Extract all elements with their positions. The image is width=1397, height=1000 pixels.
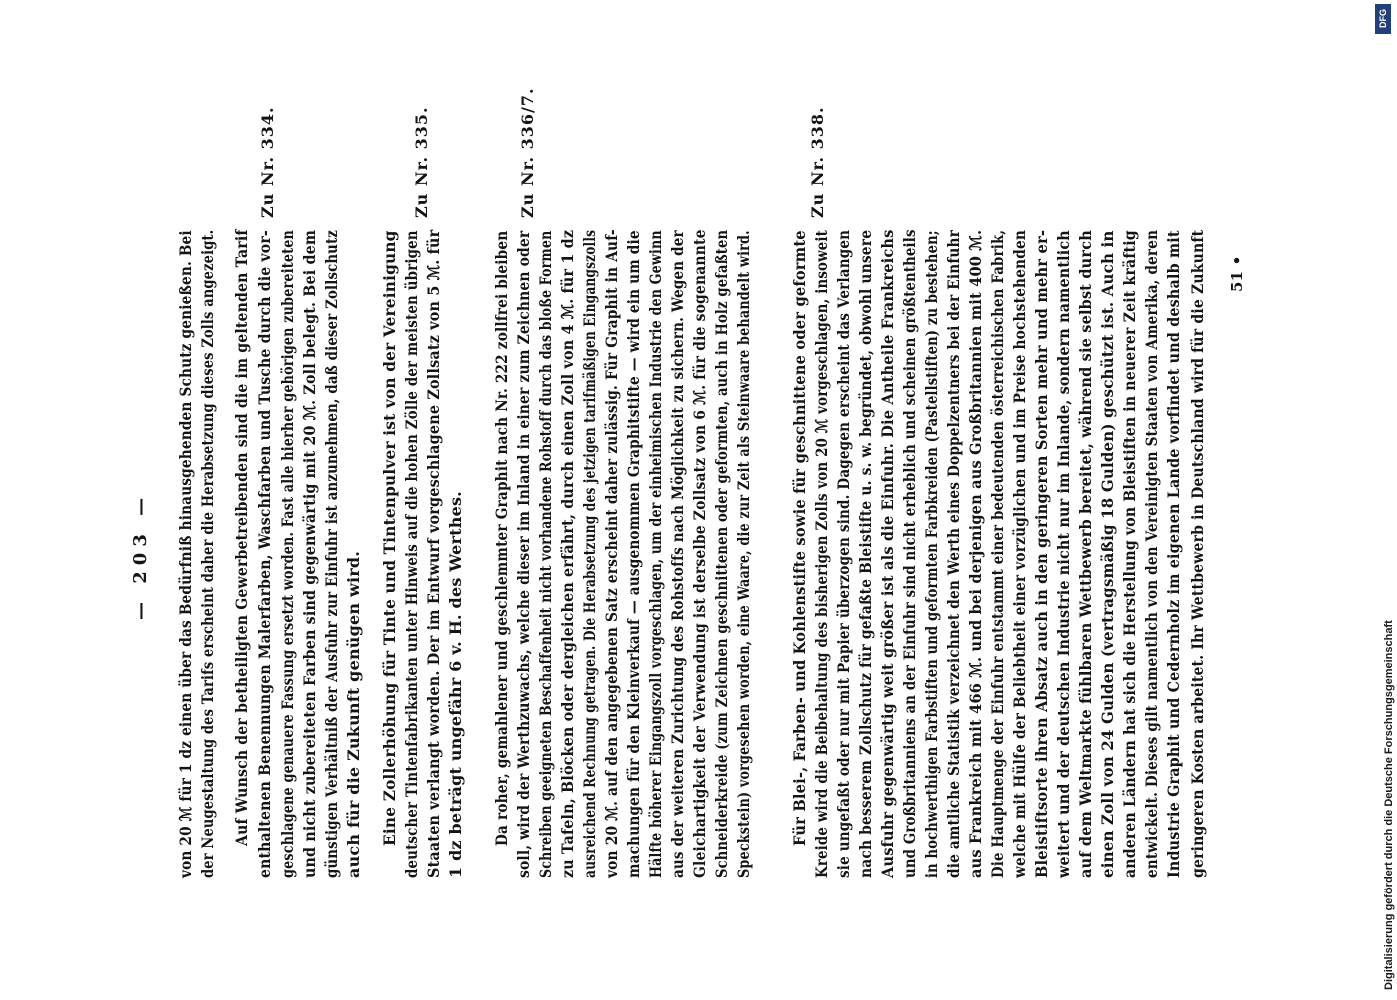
text-line: Schreiben geeigneten Beschaffenheit nicht vorhandene Rohstoff durch das bloße Formen bbox=[536, 230, 555, 878]
text-line: Eine Zollerhöhung für Tinte und Tintenpulver ist von der Vereinigung bbox=[380, 230, 399, 846]
text-line: Staaten verlangt worden. Der im Entwurf vorgeschlagene Zollsatz von 5 ℳ. für bbox=[424, 229, 443, 878]
text-line: Auf Wunsch der betheiligten Gewerbetreibenden sind die im geltenden Tarif bbox=[232, 229, 251, 847]
text-line: von 20 ℳ für 1 dz einen über das Bedürfniß hinausgehenden Schutz genießen. Bei bbox=[176, 230, 195, 878]
text-line: Industrie Graphit und Cedernholz im eigenen Lande vorfindet und deshalb mit bbox=[1164, 230, 1183, 879]
text-line: einen Zoll von 24 Gulden (vertragsmäßig 18 Gulden) geschützt ist. Auch in bbox=[1098, 230, 1117, 878]
text-line: Ausfuhr gegenwärtig weit größer ist als die Einfuhr. Die Antheile Frankreichs bbox=[878, 229, 897, 878]
text-line: auf dem Weltmarkte fühlbaren Wettbewerb bereitet, während sie selbst durch bbox=[1076, 230, 1095, 878]
text-line: von 20 ℳ. auf den angegebenen Satz erscheint daher zulässig. Für Graphit in Auf- bbox=[602, 229, 621, 879]
text-line: Bleistiftsorte ihren Absatz auch in den geringeren Sorten mehr und mehr er- bbox=[1032, 229, 1051, 879]
margin-note-336-7: Zu Nr. 336/7. bbox=[518, 87, 537, 218]
page-header: — 203 — bbox=[130, 491, 151, 620]
signature-mark: 51 • bbox=[1228, 255, 1246, 292]
dfg-logo: DFG bbox=[1375, 4, 1391, 34]
text-line: und Großbritanniens an der Einfuhr sind nicht erheblich und scheinen größtentheils bbox=[900, 229, 919, 878]
text-line: entwickelt. Dieses gilt namentlich von den Vereinigten Staaten von Amerika, deren bbox=[1142, 229, 1161, 879]
text-line: Gleichartigkeit der Verwendung ist derselbe Zollsatz von 6 ℳ. für die sogenannte bbox=[690, 229, 709, 878]
text-line: weitert und der deutschen Industrie nicht nur im Inlande, sondern namentlich bbox=[1054, 230, 1073, 878]
text-line: geringeren Kosten arbeitet. Ihr Wettbewerb in Deutschland wird für die Zukunft bbox=[1188, 229, 1207, 879]
text-line: aus der weiteren Zurichtung des Rohstoffs nach Möglichkeit zu sichern. Wegen der bbox=[668, 230, 687, 879]
text-line: Speckstein) vorgesehen worden, eine Waare, die zur Zeit als Steinwaare behandelt wird. bbox=[734, 230, 753, 878]
text-line: günstigen Verhältniß der Ausfuhr zur Einfuhr ist anzunehmen, daß dieser Zollschutz bbox=[322, 230, 341, 879]
text-line: anderen Ländern hat sich die Herstellung von Bleistiften in neuerer Zeit kräftig bbox=[1120, 230, 1139, 878]
margin-note-334: Zu Nr. 334. bbox=[258, 106, 277, 218]
text-line: geschlagene genauere Fassung ersetzt worden. Fast alle hierher gehörigen zubereiteten bbox=[278, 230, 297, 878]
text-line: auch für die Zukunft genügen wird. bbox=[344, 550, 363, 878]
text-line: Kreide wird die Beibehaltung des bisherigen Zolls von 20 ℳ vorgeschlagen, insoweit bbox=[812, 229, 831, 879]
text-line: 1 dz beträgt ungefähr 6 v. H. des Werthes. bbox=[446, 491, 465, 878]
text-line: in hochwerthigen Farbstiften und geformten Farbkreiden (Pastellstiften) zu bestehen; bbox=[922, 230, 941, 879]
text-line: deutscher Tintenfabrikanten unter Hinweis auf die hohen Zölle der meisten übrigen bbox=[402, 230, 421, 879]
text-line: Schneiderkreide (zum Zeichnen geschnittenen oder geformten, auch in Holz gefaßten bbox=[712, 229, 731, 878]
text-line: zu Tafeln, Blöcken oder dergleichen erfährt, durch einen Zoll von 4 ℳ. für 1 dz bbox=[558, 229, 577, 879]
text-line: Da roher, gemahlener und geschlemmter Graphit nach Nr. 222 zollfrei bleiben bbox=[492, 230, 511, 847]
text-line: ausreichend Rechnung getragen. Die Herabsetzung des jetzigen tarifmäßigen Eingangszolls bbox=[580, 229, 599, 879]
digitization-note: Digitalisierung gefördert durch die Deutsche Forschungsgemeinschaft bbox=[1383, 620, 1395, 990]
text-line: und nicht zubereiteten Farben sind gegenwärtig mit 20 ℳ. Zoll belegt. Bei dem bbox=[300, 229, 319, 879]
text-line: die amtliche Statistik verzeichnet den Werth eines Doppelzentners bei der Einfuhr bbox=[944, 230, 963, 878]
text-line: der Neugestaltung des Tarifs erscheint daher die Herabsetzung dieses Zolls angezeigt. bbox=[198, 229, 217, 878]
text-line: Für Blei-, Farben- und Kohlenstifte sowie für geschnittene oder geformte bbox=[790, 230, 809, 847]
text-line: Die Hauptmenge der Einfuhr entstammt einer bedeutenden österreichischen Fabrik, bbox=[988, 229, 1007, 878]
text-line: nach besserem Zollschutz für gefaßte Bleistifte u. s. w. begründet, obwohl unsere bbox=[856, 229, 875, 879]
text-line: soll, wird der Werthzuwachs, welche dieser im Inland in einer zum Zeichnen oder bbox=[514, 230, 533, 879]
text-line: aus Frankreich mit 466 ℳ. und bei derjenigen aus Großbritannien mit 400 ℳ. bbox=[966, 229, 985, 878]
text-line: enthaltenen Benennungen Malerfarben, Waschfarben und Tusche durch die vor- bbox=[255, 230, 274, 878]
text-line: machungen für den Kleinverkauf — ausgenommen Graphitstifte — wird ein um die bbox=[624, 230, 643, 879]
text-line: sie ungefaßt oder nur mit Papier überzogen sind. Dagegen erscheint das Verlangen bbox=[834, 229, 853, 879]
text-line: welche mit Hülfe der Beliebtheit einer vorzüglichen und im Preise hochstehenden bbox=[1010, 229, 1029, 878]
margin-note-335: Zu Nr. 335. bbox=[412, 106, 431, 218]
text-line: Hälfte höherer Eingangszoll vorgeschlagen, um der einheimischen Industrie den Gewinn bbox=[646, 230, 665, 878]
margin-note-338: Zu Nr. 338. bbox=[808, 106, 827, 218]
dfg-credit bbox=[1369, 0, 1395, 1000]
